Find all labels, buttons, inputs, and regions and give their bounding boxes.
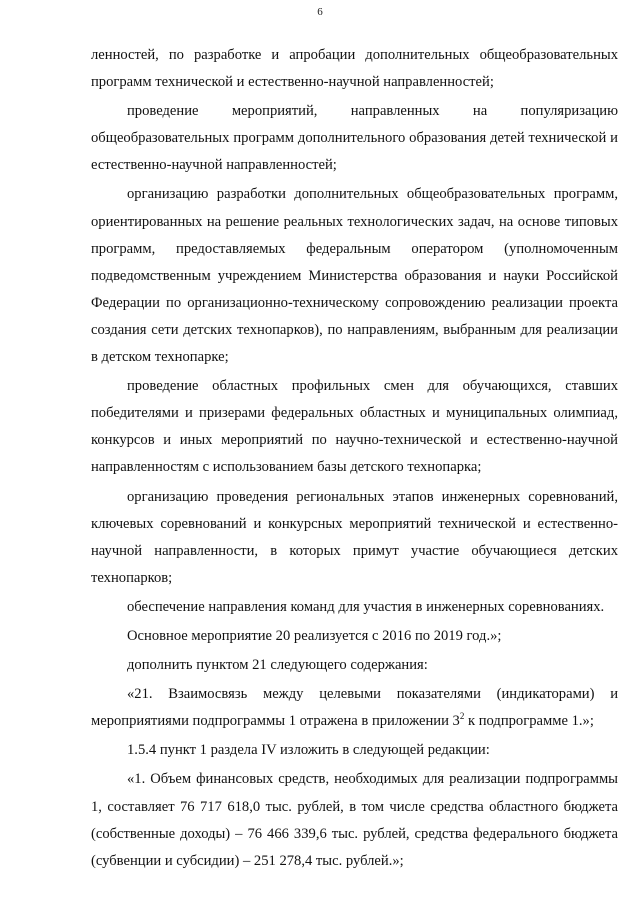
paragraph-team-participation: обеспечение направления команд для участия в инженерных соревнованиях. [127, 598, 605, 615]
paragraph-add-item-21: дополнить пунктом 21 следующего содержания: [127, 657, 428, 674]
paragraph-popularization: проведение мероприятий, направленных на популяризацию общеобразовательных программ дополнительного образования детей технической и естественно-научной направленностей; [91, 103, 618, 174]
item-21-text-end: к подпрограмме 1.»; [464, 713, 594, 730]
page-number: 6 [317, 6, 323, 18]
paragraph-profile-shifts: проведение областных профильных смен для обучающихся, ставших победителями и призерами федеральных областных и муниципальных олимпиад, конкурсов и иных мероприятий по научно-технической и естественно-научной направленностям с использованием базы детского технопарка; [91, 378, 618, 476]
paragraph-financing: «1. Объем финансовых средств, необходимых для реализации подпрограммы 1, составляет 76 717 618,0 тыс. рублей, в том числе средства областного бюджета (собственные доходы) – 76 466 339,6 тыс. рублей, средства федерального бюджета (субвенции и субсидии) – 251 278,4 тыс. рублей.»; [91, 771, 618, 869]
item-21-text: «21. Взаимосвязь между целевыми показателями (индикаторами) и мероприятиями подпрограммы 1 отражена в приложении 3 [91, 686, 618, 730]
paragraph-regional-competitions: организацию проведения региональных этапов инженерных соревнований, ключевых соревнований и конкурсных мероприятий технической и естественно-научной направленности, в которых примут участие обучающиеся детских технопарков; [91, 488, 618, 586]
appendix-superscript: 2 [459, 711, 465, 722]
document-body [91, 42, 618, 875]
paragraph-item-21 [91, 681, 618, 735]
paragraph-program-development: организацию разработки дополнительных общеобразовательных программ, ориентированных на решение реальных технологических задач, на основе типовых программ, предоставляемых федеральным оператором (уполномоченным подведомственным учреждением Министерства образования и науки Российской Федерации по организационно-техническому сопровождению реализации проекта создания сети детских технопарков), по направлениям, выбранным для реализации в детском технопарке; [91, 186, 618, 366]
paragraph-section-iv: 1.5.4 пункт 1 раздела IV изложить в следующей редакции: [127, 742, 490, 759]
paragraph-event-period: Основное мероприятие 20 реализуется с 2016 по 2019 год.»; [127, 627, 502, 644]
paragraph-continuation: ленностей, по разработке и апробации дополнительных общеобразовательных программ технической и естественно-научной направленностей; [91, 47, 618, 91]
